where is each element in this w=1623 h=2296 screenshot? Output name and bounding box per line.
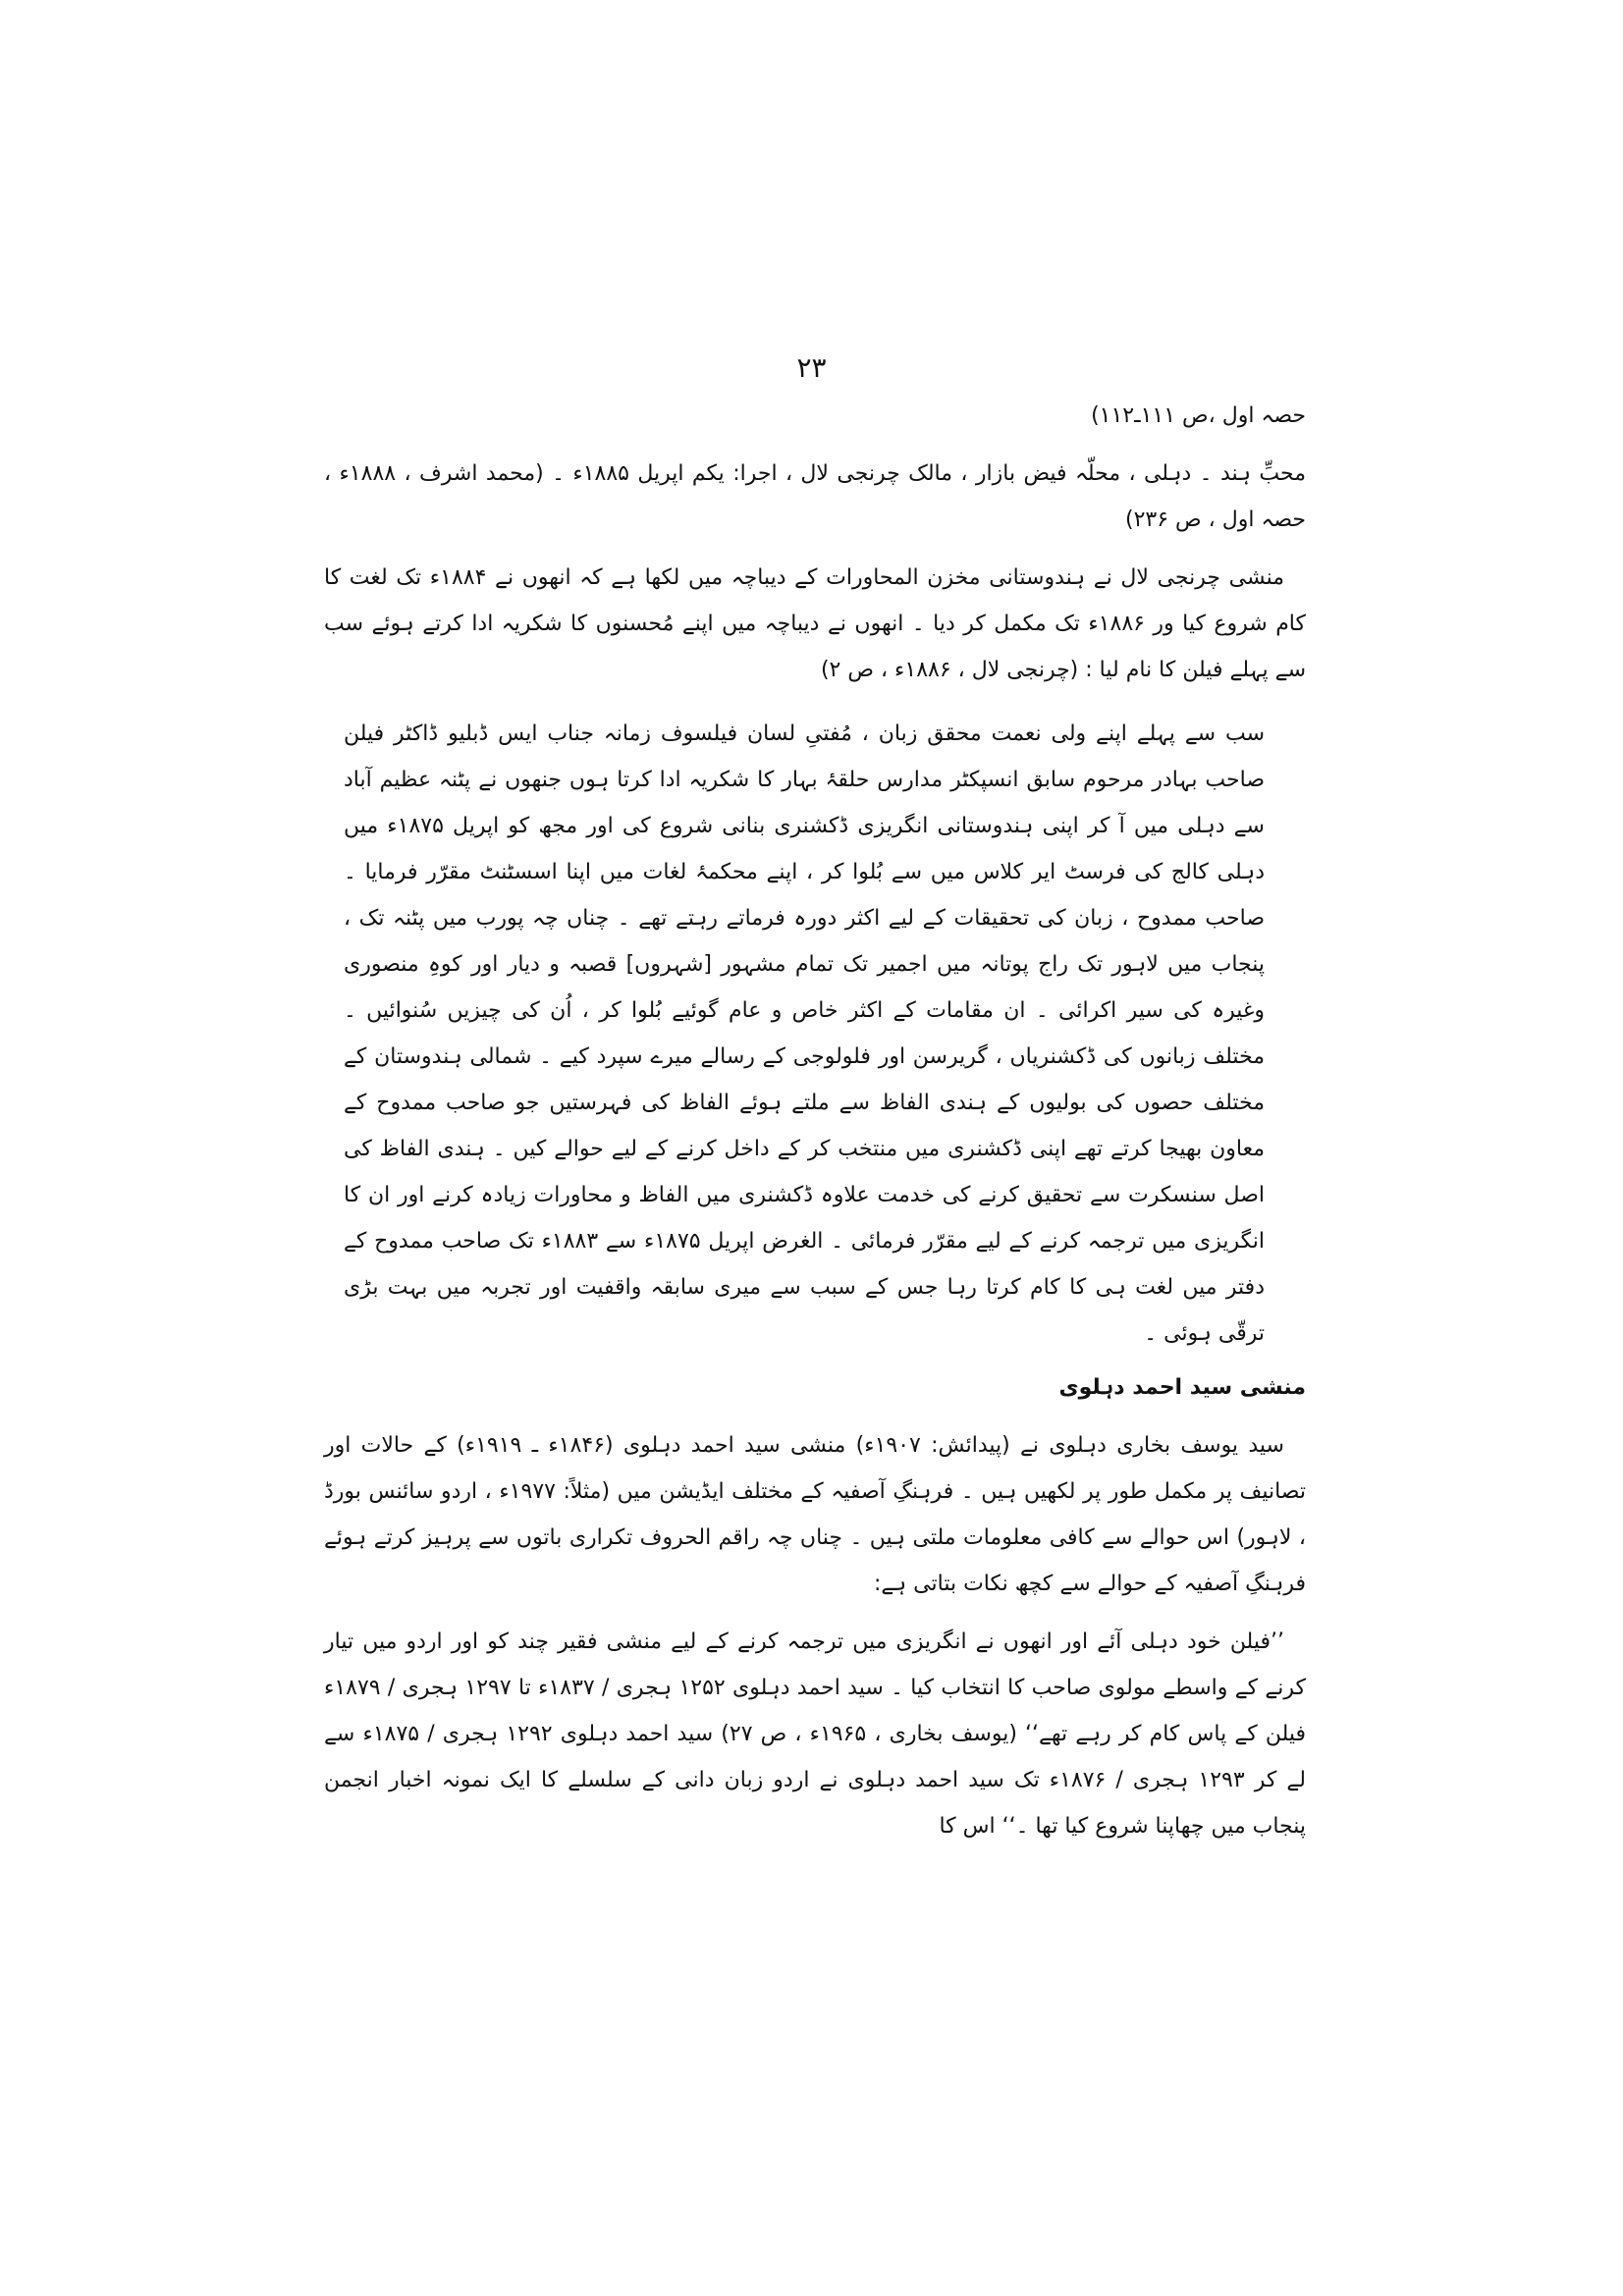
fallon-paragraph: ’’فیلن خود دہلی آئے اور انھوں نے انگریزی میں ترجمہ کرنے کے لیے منشی فقیر چند کو اور اردو میں تیار کرنے کے واسطے مولوی صاحب کا انتخاب کیا ۔ سید احمد دہلوی ۱۲۵۲ ہجری / ۱۸۳۷ء تا ۱۲۹۷ ہجری / ۱۸۷۹ء فیلن کے پاس کام کر رہے تھے‘‘ (یوسف بخاری ، ۱۹۶۵ء ، ص ۲۷) سید احمد دہلوی ۱۲۹۲ ہجری / ۱۸۷۵ء سے لے کر ۱۲۹۳ ہجری / ۱۸۷۶ء تک سید احمد دہلوی نے اردو زبان دانی کے سلسلے کا ایک نمونہ اخبار انجمن پنجاب میں چھاپنا شروع کیا تھا ۔‘‘ اس کا <box>324 1629 1307 1839</box>
newspaper-entry-paragraph: محبِّ ہند ۔ دہلی ، محلّہ فیض بازار ، مالک چرنجی لال ، اجرا: یکم اپریل ۱۸۸۵ء ۔ (محمد اشرف ، ۱۸۸۸ء ، حصہ اول ، ص ۲۳۶) <box>324 461 1306 532</box>
chiranji-lal-paragraph: منشی چرنجی لال نے ہندوستانی مخزن المحاورات کے دیباچہ میں لکھا ہے کہ انھوں نے ۱۸۸۴ء تک لغت کا کام شروع کیا ور ۱۸۸۶ء تک مکمل کر دیا ۔ انھوں نے دیباچہ میں اپنے مُحسنوں کا شکریہ ادا کرتے ہوئے سب سے پہلے فیلن کا نام لیا : (چرنجی لال ، ۱۸۸۶ء ، ص ۲) <box>324 565 1306 682</box>
block-quote: سب سے پہلے اپنے ولی نعمت محقق زبان ، مُفتیِ لسان فیلسوف زمانہ جناب ایس ڈبلیو ڈاکٹر فیلن صاحب بہادر مرحوم سابق انسپکٹر مدارس حلقۂ بہار کا شکریہ ادا کرتا ہوں جنھوں نے پٹنہ عظیم آباد سے دہلی میں آ کر اپنی ہندوستانی انگریزی ڈکشنری بنانی شروع کی اور مجھ کو اپریل ۱۸۷۵ء میں دہلی کالج کی فرسٹ ایر کلاس میں سے بُلوا کر ، اپنے محکمۂ لغات میں اپنا اسسٹنٹ مقرّر فرمایا ۔ صاحب ممدوح ، زبان کی تحقیقات کے لیے اکثر دورہ فرماتے رہتے تھے ۔ چناں چہ پورب میں پٹنہ تک ، پنجاب میں لاہور تک راج پوتانہ میں اجمیر تک تمام مشہور [شہروں] قصبہ و دیار اور کوہِ منصوری وغیرہ کی سیر اکرائی ۔ ان مقامات کے اکثر خاص و عام گوئیے بُلوا کر ، اُن کی چیزیں سُنوائیں ۔ مختلف زبانوں کی ڈکشنریاں ، گریرسن اور فلولوجی کے رسالے میرے سپرد کیے ۔ شمالی ہندوستان کے مختلف حصوں کی بولیوں کے ہندی الفاظ سے ملتے ہوئے الفاظ کی فہرستیں جو صاحب ممدوح کے معاون بھیجا کرتے تھے اپنی ڈکشنری میں منتخب کر کے داخل کرنے کے لیے حوالے کیں ۔ ہندی الفاظ کی اصل سنسکرت سے تحقیق کرنے کی خدمت علاوہ ڈکشنری میں الفاظ و محاورات زیادہ کرنے اور ان کا انگریزی میں ترجمہ کرنے کے لیے مقرّر فرمائی ۔ الغرض اپریل ۱۸۷۵ء سے ۱۸۸۳ء تک صاحب ممدوح کے دفتر میں لغت ہی کا کام کرتا رہا جس کے سبب سے میری سابقہ واقفیت اور تجربہ میں بہت بڑی ترقّی ہوئی ۔ <box>344 721 1265 1346</box>
page-number: ۲۳ <box>796 351 827 384</box>
syed-ahmad-paragraph: سید یوسف بخاری دہلوی نے (پیدائش: ۱۹۰۷ء) منشی سید احمد دہلوی (۱۸۴۶ء ـ ۱۹۱۹ء) کے حالات اور تصانیف پر مکمل طور پر لکھیں ہیں ۔ فرہنگِ آصفیہ کے مختلف ایڈیشن میں (مثلاً: ۱۹۷۷ء ، اردو سائنس بورڈ ، لاہور) اس حوالے سے کافی معلومات ملتی ہیں ۔ چناں چہ راقم الحروف تکراری باتوں سے پرہیز کرتے ہوئے فرہنگِ آصفیہ کے حوالے سے کچھ نکات بتاتی ہے: <box>324 1433 1306 1596</box>
reference-line: حصہ اول ،ص ۱۱۱ـ۱۱۲) <box>1091 403 1306 428</box>
page-content <box>324 393 1306 1849</box>
section-heading: منشی سید احمد دہلوی <box>1058 1375 1306 1400</box>
